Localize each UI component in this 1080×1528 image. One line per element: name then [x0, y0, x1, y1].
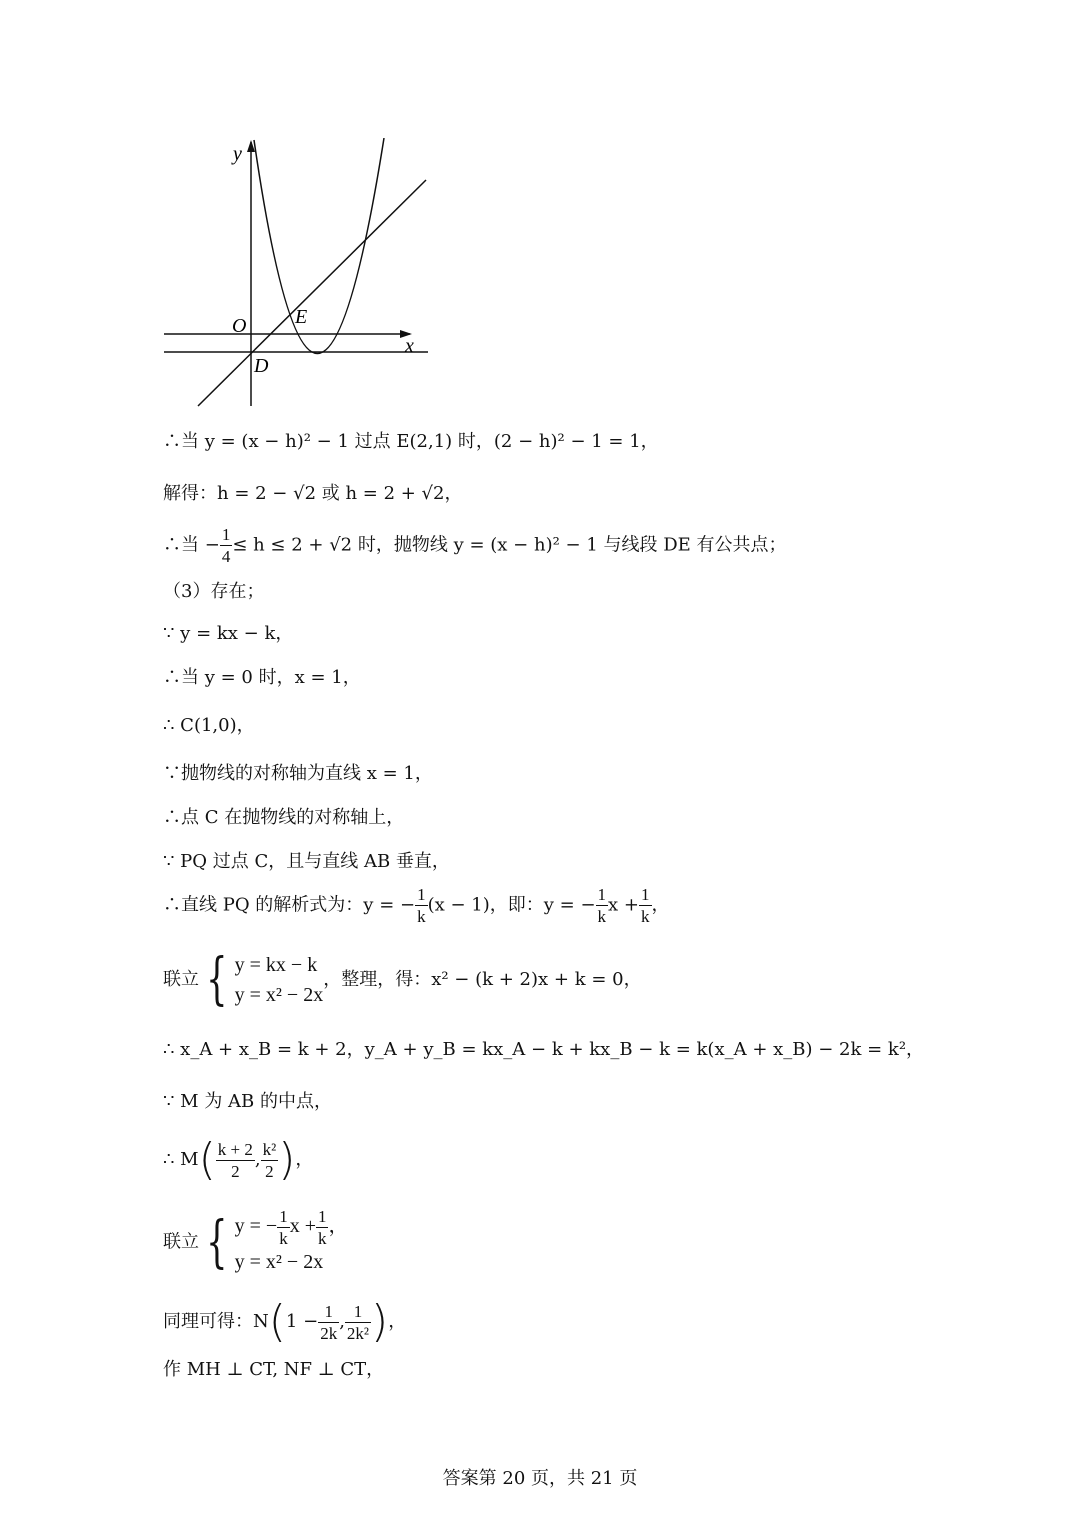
line-8: ∵抛物线的对称轴为直线 x = 1， — [163, 763, 433, 784]
fraction-quarter: $\frac{1}{4}$ — [221, 525, 231, 566]
line-4: （3）存在； — [163, 581, 265, 602]
line-17: 同理可得：N(1 − $\frac{1}{2k}$ , $\frac{1}{\text{2k²}}$ )， — [163, 1296, 407, 1347]
line-15: ∴ M( $\frac{k + 2}{2}$ , $\frac{\text{k²}}{2}$ )， — [163, 1134, 314, 1185]
label-y: y — [233, 143, 242, 165]
straight-line — [198, 180, 426, 406]
line-2: 解得：h = 2 − √2 或 h = 2 + √2， — [163, 483, 463, 504]
system-brace: { — [206, 1209, 228, 1275]
line-10: ∵ PQ 过点 C，且与直线 AB 垂直， — [163, 851, 450, 872]
parabola-curve — [254, 138, 384, 354]
line-13: ∴ x_A + x_B = k + 2，y_A + y_B = kx_A − k + kx_B − k = k(x_A + x_B) − 2k = k²， — [163, 1039, 925, 1060]
line-11: ∴直线 PQ 的解析式为：y = − $\frac{1}{k}$ (x − 1)，即：y = − $\frac{1}{k}$ x + $\frac{1}{k}$ ， — [163, 885, 670, 926]
line-16: 联立 { y = − $\frac{1}{k}$ x + $\frac{1}{k}$ ， y = x² − 2x — [163, 1208, 348, 1277]
line-12: 联立 { y = kx − k y = x² − 2x ，整理，得：x² − (k + 2)x + k = 0， — [163, 947, 642, 1012]
paren-open: ( — [198, 1134, 216, 1185]
fraction-one-over-k: $\frac{1}{k}$ — [279, 1207, 288, 1248]
fraction-my: $\frac{\text{k²}}{2}$ — [262, 1139, 277, 1181]
page-footer: 答案第 20 页，共 21 页 — [442, 1468, 638, 1489]
fraction-nx: $\frac{1}{2k}$ — [320, 1301, 338, 1343]
line-9: ∴点 C 在抛物线的对称轴上， — [163, 807, 405, 828]
equation-system: y = − $\frac{1}{k}$ x + $\frac{1}{k}$ ， y = x² − 2x — [234, 1207, 349, 1273]
system-brace: { — [206, 947, 228, 1012]
fraction-one-over-k: $\frac{1}{k}$ — [317, 1207, 327, 1248]
paren-close: ) — [278, 1134, 296, 1185]
paren-open: ( — [268, 1296, 286, 1347]
fraction-one-over-k: $\frac{1}{k}$ — [417, 885, 426, 926]
line-1: ∴当 y = (x − h)² − 1 过点 E(2,1) 时，(2 − h)² − 1 = 1， — [163, 431, 659, 452]
line-18: 作 MH ⊥ CT, NF ⊥ CT， — [163, 1359, 385, 1380]
label-o: O — [232, 315, 247, 337]
fraction-one-over-k: $\frac{1}{k}$ — [597, 885, 607, 926]
line-3: ∴当 − $\frac{1}{4}$ ≤ h ≤ 2 + √2 时，抛物线 y = (x − h)² − 1 与线段 DE 有公共点； — [163, 525, 787, 566]
parabola-line-figure — [160, 138, 430, 410]
fraction-one-over-k: $\frac{1}{k}$ — [641, 885, 650, 926]
paren-close: ) — [371, 1296, 389, 1347]
line-14: ∵ M 为 AB 的中点， — [163, 1091, 332, 1112]
line-5: ∵ y = kx − k， — [163, 623, 294, 644]
line-7: ∴ C(1,0)， — [163, 715, 255, 736]
fraction-ny: $\frac{1}{\text{2k²}}$ — [346, 1301, 370, 1343]
label-d: D — [254, 355, 269, 377]
fraction-mx: $\frac{k + 2}{2}$ — [217, 1139, 253, 1181]
equation-system: y = kx − k y = x² − 2x — [234, 954, 324, 1006]
label-e: E — [295, 306, 308, 328]
line-6: ∴当 y = 0 时，x = 1， — [163, 667, 361, 688]
label-x: x — [405, 335, 414, 357]
